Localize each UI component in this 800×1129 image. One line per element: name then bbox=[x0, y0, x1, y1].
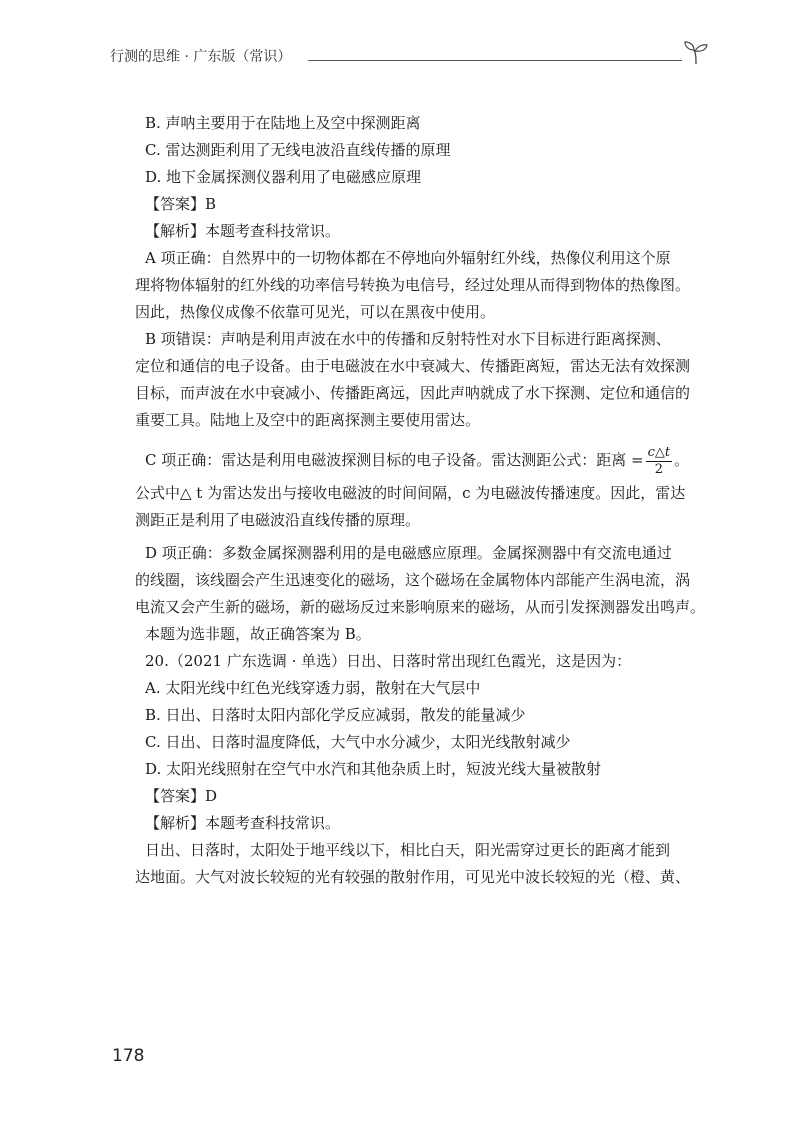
q19-d-line-1: D 项正确：多数金属探测器利用的是电磁感应原理。金属探测器中有交流电通过 bbox=[145, 544, 672, 562]
q19-option-b: B. 声呐主要用于在陆地上及空中探测距离 bbox=[145, 114, 421, 132]
q19-a-line-2: 理将物体辐射的红外线的功率信号转换为电信号，经过处理从而得到物体的热像图。 bbox=[135, 276, 691, 294]
q19-c-line-3: 测距正是利用了电磁波沿直线传播的原理。 bbox=[135, 511, 421, 529]
q19-conclusion: 本题为选非题，故正确答案为 B。 bbox=[145, 625, 371, 643]
formula-denominator: 2 bbox=[654, 461, 663, 477]
q19-d-line-3: 电流又会产生新的磁场，新的磁场反过来影响原来的磁场，从而引发探测器发出鸣声。 bbox=[135, 598, 706, 616]
q19-option-d: D. 地下金属探测仪器利用了电磁感应原理 bbox=[145, 168, 422, 186]
q19-a-line-1: A 项正确：自然界中的一切物体都在不停地向外辐射红外线，热像仪利用这个原 bbox=[145, 249, 671, 267]
page-number: 178 bbox=[112, 1046, 145, 1066]
q19-c-line-1-end: 。 bbox=[674, 451, 690, 469]
q19-c-line-1-text: C 项正确：雷达是利用电磁波探测目标的电子设备。雷达测距公式：距离 = bbox=[145, 451, 644, 469]
q20-stem: 20.（2021 广东选调 · 单选）日出、日落时常出现红色霞光，这是因为： bbox=[145, 652, 632, 670]
formula-numerator: c△t bbox=[647, 444, 671, 460]
q20-line-2: 达地面。大气对波长较短的光有较强的散射作用，可见光中波长较短的光（橙、黄、 bbox=[135, 868, 691, 886]
q19-b-line-4: 重要工具。陆地上及空中的距离探测主要使用雷达。 bbox=[135, 411, 481, 429]
q19-a-line-3: 因此，热像仪成像不依靠可见光，可以在黑夜中使用。 bbox=[135, 303, 496, 321]
q20-analysis-intro: 【解析】本题考查科技常识。 bbox=[145, 814, 341, 832]
q20-option-b: B. 日出、日落时太阳内部化学反应减弱，散发的能量减少 bbox=[145, 706, 526, 724]
q20-option-d: D. 太阳光线照射在空气中水汽和其他杂质上时，短波光线大量被散射 bbox=[145, 760, 602, 778]
q19-analysis-intro: 【解析】本题考查科技常识。 bbox=[145, 222, 341, 240]
q19-b-line-1: B 项错误：声呐是利用声波在水中的传播和反射特性对水下目标进行距离探测、 bbox=[145, 330, 671, 348]
q19-answer: 【答案】B bbox=[145, 195, 217, 213]
header-title: 行测的思维 · 广东版（常识） bbox=[110, 49, 292, 65]
q20-option-a: A. 太阳光线中红色光线穿透力弱，散射在大气层中 bbox=[145, 679, 481, 697]
q20-option-c: C. 日出、日落时温度降低，大气中水分减少，太阳光线散射减少 bbox=[145, 733, 571, 751]
header-rule bbox=[308, 60, 682, 61]
q19-b-line-2: 定位和通信的电子设备。由于电磁波在水中衰减大、传播距离短，雷达无法有效探测 bbox=[135, 357, 691, 375]
q19-c-line-1 bbox=[145, 440, 705, 480]
running-header bbox=[110, 38, 710, 68]
sprout-icon bbox=[682, 38, 710, 66]
q19-c-line-2: 公式中△ t 为雷达发出与接收电磁波的时间间隔，c 为电磁波传播速度。因此，雷达 bbox=[135, 484, 686, 502]
page-content bbox=[135, 110, 706, 891]
q19-option-c: C. 雷达测距利用了无线电波沿直线传播的原理 bbox=[145, 141, 451, 159]
q20-answer: 【答案】D bbox=[145, 787, 218, 805]
q20-line-1: 日出、日落时，太阳处于地平线以下，相比白天，阳光需穿过更长的距离才能到 bbox=[145, 841, 671, 859]
q19-b-line-3: 目标，而声波在水中衰减小、传播距离远，因此声呐就成了水下探测、定位和通信的 bbox=[135, 384, 691, 402]
radar-formula bbox=[644, 445, 675, 478]
q19-d-line-2: 的线圈，该线圈会产生迅速变化的磁场，这个磁场在金属物体内部能产生涡电流，涡 bbox=[135, 571, 691, 589]
